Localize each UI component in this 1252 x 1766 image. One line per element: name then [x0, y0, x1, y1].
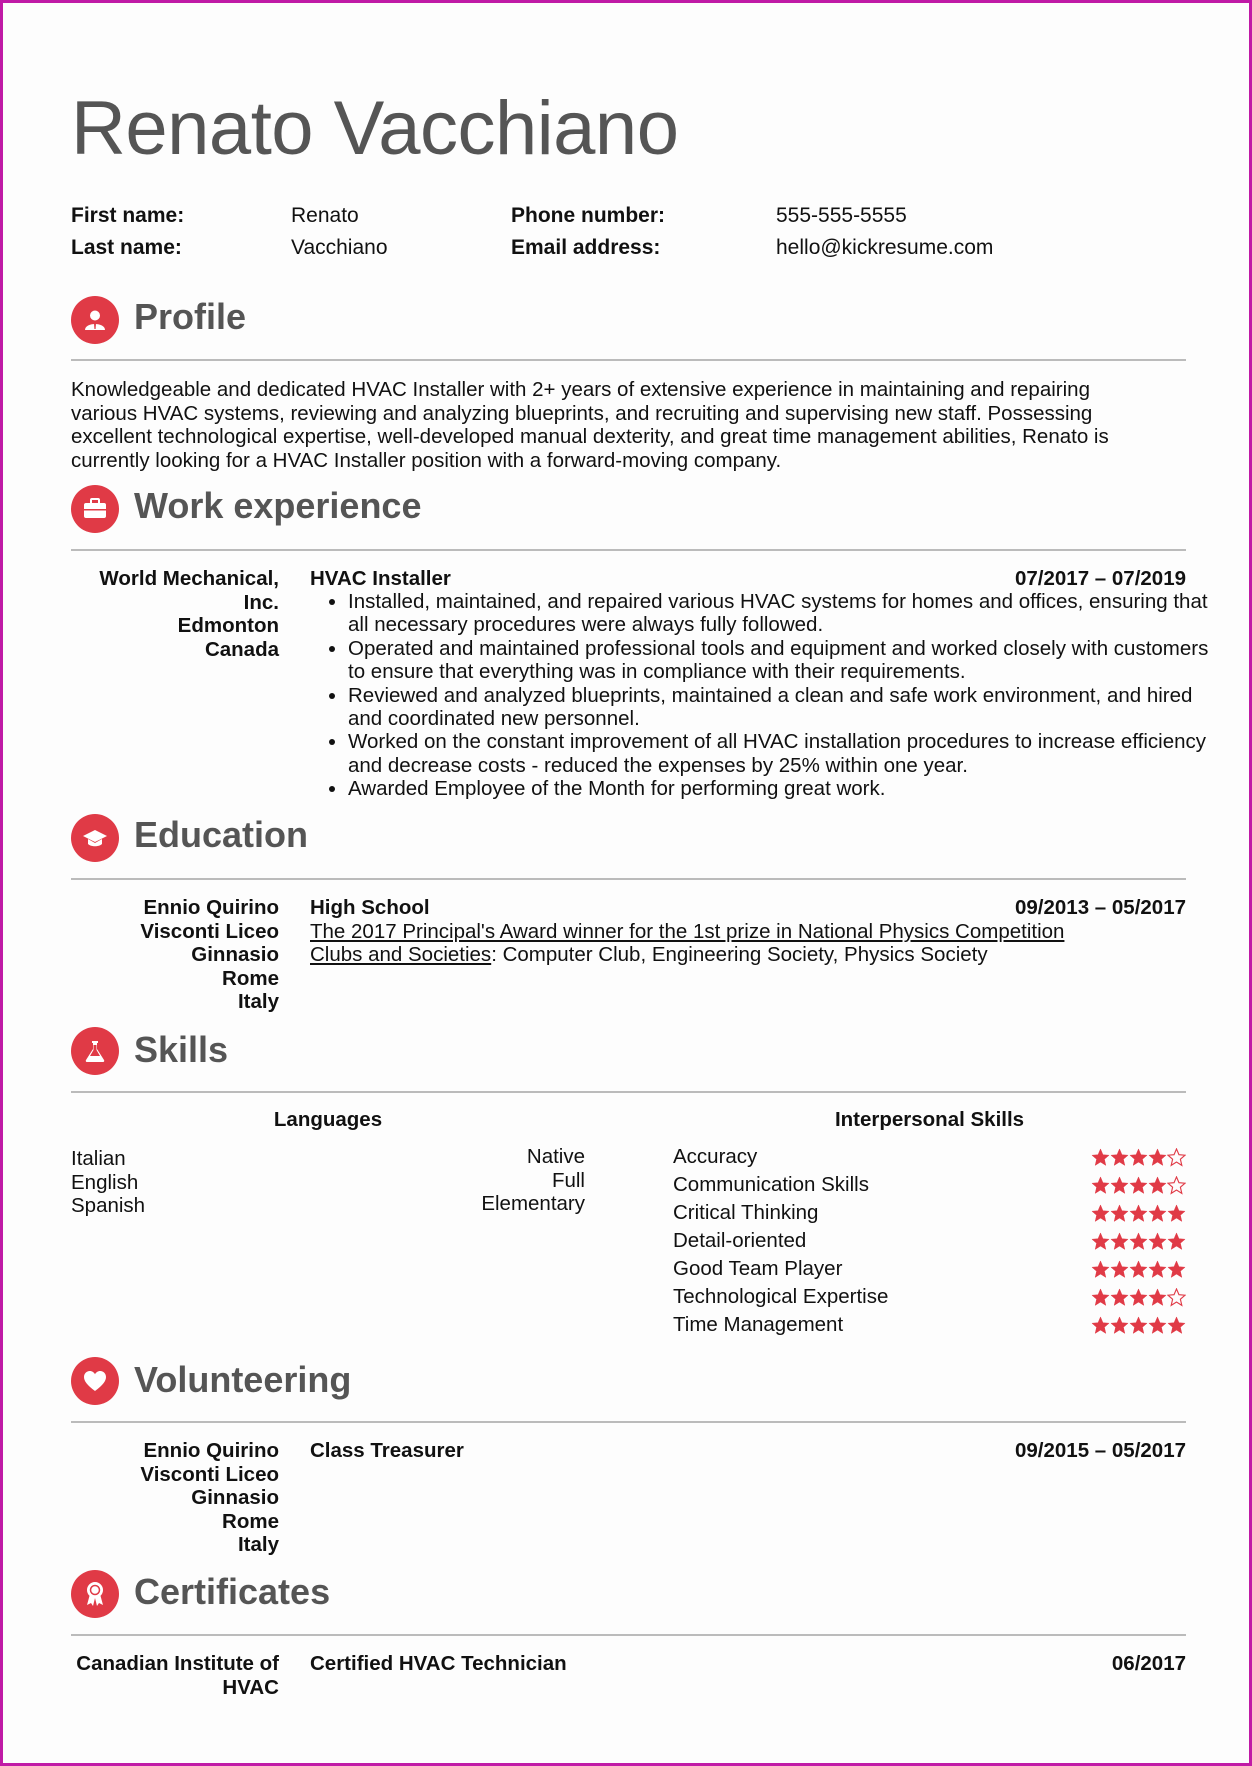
education-dates: 09/2013 – 05/2017	[1015, 896, 1186, 919]
education-degree: High School	[310, 896, 430, 919]
star-filled-icon	[1129, 1148, 1148, 1167]
star-filled-icon	[1148, 1148, 1167, 1167]
interpersonal-heading: Interpersonal Skills	[834, 1108, 1025, 1131]
star-rating	[1091, 1204, 1186, 1223]
star-filled-icon	[1148, 1316, 1167, 1335]
school-line: Ginnasio	[191, 943, 279, 966]
skill-name: Critical Thinking	[673, 1201, 819, 1224]
star-filled-icon	[1110, 1288, 1129, 1307]
volunteering-organization	[71, 1439, 279, 1557]
star-rating	[1091, 1176, 1186, 1195]
star-filled-icon	[1091, 1204, 1110, 1223]
candidate-name: Renato Vacchiano	[71, 86, 679, 171]
organization-line: Rome	[222, 1509, 279, 1533]
star-filled-icon	[1167, 1260, 1186, 1279]
education-school	[71, 896, 279, 1014]
star-filled-icon	[1148, 1288, 1167, 1307]
star-filled-icon	[1167, 1204, 1186, 1223]
list-item: • Awarded Employee of the Month for performing great work.	[348, 777, 1228, 800]
last-name-value: Vacchiano	[291, 236, 388, 259]
language-level: Elementary	[481, 1192, 585, 1215]
language-name: Italian	[71, 1147, 126, 1170]
star-filled-icon	[1129, 1316, 1148, 1335]
profile-line: Knowledgeable and dedicated HVAC Installer with 2+ years of extensive experience in maintaining and repairing	[71, 378, 1090, 401]
profile-line: excellent technological expertise, well-developed manual dexterity, and great time management abilities, Renato is	[71, 425, 1109, 448]
section-divider	[71, 1634, 1186, 1636]
employer-line: Edmonton	[177, 614, 279, 637]
languages-list	[71, 1147, 585, 1218]
section-divider	[71, 359, 1186, 361]
section-title-profile: Profile	[134, 296, 247, 337]
education-clubs	[310, 943, 988, 967]
education-award: The 2017 Principal's Award winner for the 1st prize in National Physics Competition	[310, 920, 1065, 943]
clubs-label: Clubs and Societies	[310, 943, 492, 966]
star-filled-icon	[1110, 1260, 1129, 1279]
section-divider	[71, 549, 1186, 551]
organization-line: Ennio Quirino	[143, 1439, 279, 1462]
clubs-list: : Computer Club, Engineering Society, Physics Society	[491, 943, 988, 966]
list-item: • Operated and maintained professional tools and equipment and worked closely with customers to ensure that everything was in compliance with their requirements.	[348, 637, 1228, 684]
star-rating	[1091, 1316, 1186, 1335]
languages-heading: Languages	[273, 1108, 383, 1131]
star-filled-icon	[1167, 1316, 1186, 1335]
section-title-volunteering: Volunteering	[134, 1359, 352, 1400]
star-filled-icon	[1110, 1204, 1129, 1223]
school-line: Rome	[222, 966, 279, 990]
certificate-date: 06/2017	[1111, 1652, 1186, 1675]
star-filled-icon	[1148, 1176, 1167, 1195]
volunteering-role: Class Treasurer	[310, 1439, 464, 1462]
work-role: HVAC Installer	[310, 567, 451, 590]
star-rating	[1091, 1288, 1186, 1307]
section-divider	[71, 1421, 1186, 1423]
skill-name: Accuracy	[673, 1145, 758, 1168]
star-empty-icon	[1167, 1148, 1186, 1167]
list-item: • Reviewed and analyzed blueprints, maintained a clean and safe work environment, and hired and coordinated new personnel.	[348, 684, 1228, 731]
skill-name: Communication Skills	[673, 1173, 869, 1196]
certificate-issuer	[71, 1652, 279, 1699]
language-level: Full	[551, 1168, 585, 1192]
star-filled-icon	[1129, 1260, 1148, 1279]
section-title-certificates: Certificates	[134, 1571, 331, 1612]
star-empty-icon	[1167, 1176, 1186, 1195]
work-bullets	[310, 590, 1228, 801]
star-filled-icon	[1148, 1232, 1167, 1251]
employer-line: Inc.	[243, 590, 279, 614]
first-name-value: Renato	[291, 204, 359, 227]
language-level: Native	[526, 1145, 585, 1168]
skill-name: Detail-oriented	[673, 1229, 807, 1252]
heart-icon	[71, 1357, 119, 1405]
volunteering-dates: 09/2015 – 05/2017	[1015, 1439, 1186, 1462]
certificate-title: Certified HVAC Technician	[310, 1652, 567, 1675]
star-filled-icon	[1091, 1148, 1110, 1167]
work-dates: 07/2017 – 07/2019	[1015, 567, 1186, 590]
star-filled-icon	[1129, 1176, 1148, 1195]
section-divider	[71, 878, 1186, 880]
email-label: Email address:	[511, 236, 661, 259]
list-item: • Installed, maintained, and repaired various HVAC systems for homes and offices, ensuring that all necessary procedures were always fully followed.	[348, 590, 1228, 637]
language-name: Spanish	[71, 1194, 146, 1217]
star-filled-icon	[1110, 1232, 1129, 1251]
section-divider	[71, 1091, 1186, 1093]
star-empty-icon	[1167, 1288, 1186, 1307]
star-filled-icon	[1091, 1260, 1110, 1279]
star-rating	[1091, 1148, 1186, 1167]
list-item	[673, 1143, 1186, 1171]
section-title-education: Education	[134, 814, 309, 855]
star-filled-icon	[1129, 1204, 1148, 1223]
language-name: English	[71, 1170, 139, 1194]
section-title-work: Work experience	[134, 485, 422, 526]
star-filled-icon	[1110, 1148, 1129, 1167]
organization-line: Ginnasio	[191, 1486, 279, 1509]
email-value[interactable]: hello@kickresume.com	[776, 236, 994, 259]
resume-page	[3, 3, 1249, 1763]
section-title-skills: Skills	[134, 1029, 229, 1070]
star-filled-icon	[1148, 1260, 1167, 1279]
star-filled-icon	[1167, 1232, 1186, 1251]
list-item	[673, 1227, 1186, 1255]
last-name-label: Last name:	[71, 236, 182, 259]
flask-icon	[71, 1027, 119, 1075]
list-item: • Worked on the constant improvement of all HVAC installation procedures to increase efficiency and decrease costs - reduced the expenses by 25% within one year.	[348, 730, 1228, 777]
star-filled-icon	[1110, 1176, 1129, 1195]
award-icon	[71, 1570, 119, 1618]
first-name-label: First name:	[71, 204, 185, 227]
employer-line: World Mechanical,	[99, 567, 279, 590]
school-line: Visconti Liceo	[140, 919, 279, 943]
list-item	[71, 1168, 585, 1195]
school-line: Italy	[237, 990, 279, 1013]
list-item	[673, 1283, 1186, 1311]
school-line: Ennio Quirino	[143, 896, 279, 919]
skill-name: Time Management	[673, 1313, 844, 1336]
person-icon	[71, 296, 119, 344]
issuer-line: Canadian Institute of	[76, 1652, 279, 1675]
phone-label: Phone number:	[511, 204, 666, 227]
list-item	[71, 1147, 585, 1171]
issuer-line: HVAC	[222, 1675, 279, 1699]
list-item	[673, 1171, 1186, 1199]
phone-value: 555-555-5555	[776, 204, 907, 227]
star-filled-icon	[1148, 1204, 1167, 1223]
graduation-cap-icon	[71, 814, 119, 862]
interpersonal-skills-list	[673, 1143, 1186, 1339]
star-rating	[1091, 1232, 1186, 1251]
star-filled-icon	[1129, 1288, 1148, 1307]
work-employer	[71, 567, 279, 661]
list-item	[673, 1199, 1186, 1227]
skill-name: Technological Expertise	[673, 1285, 889, 1308]
star-filled-icon	[1091, 1176, 1110, 1195]
profile-summary	[71, 378, 1186, 472]
briefcase-icon	[71, 485, 119, 533]
star-filled-icon	[1091, 1288, 1110, 1307]
profile-line: currently looking for a HVAC Installer position with a forward-moving company.	[71, 448, 782, 472]
list-item	[673, 1311, 1186, 1339]
organization-line: Italy	[237, 1533, 279, 1556]
star-rating	[1091, 1260, 1186, 1279]
star-filled-icon	[1091, 1316, 1110, 1335]
profile-line: various HVAC systems, reviewing and analyzing blueprints, and recruiting and supervising new staff. Possessing	[71, 401, 1093, 425]
list-item	[673, 1255, 1186, 1283]
star-filled-icon	[1091, 1232, 1110, 1251]
organization-line: Visconti Liceo	[140, 1462, 279, 1486]
list-item	[71, 1194, 585, 1218]
star-filled-icon	[1110, 1316, 1129, 1335]
employer-line: Canada	[204, 637, 279, 661]
star-filled-icon	[1129, 1232, 1148, 1251]
skill-name: Good Team Player	[673, 1257, 843, 1280]
